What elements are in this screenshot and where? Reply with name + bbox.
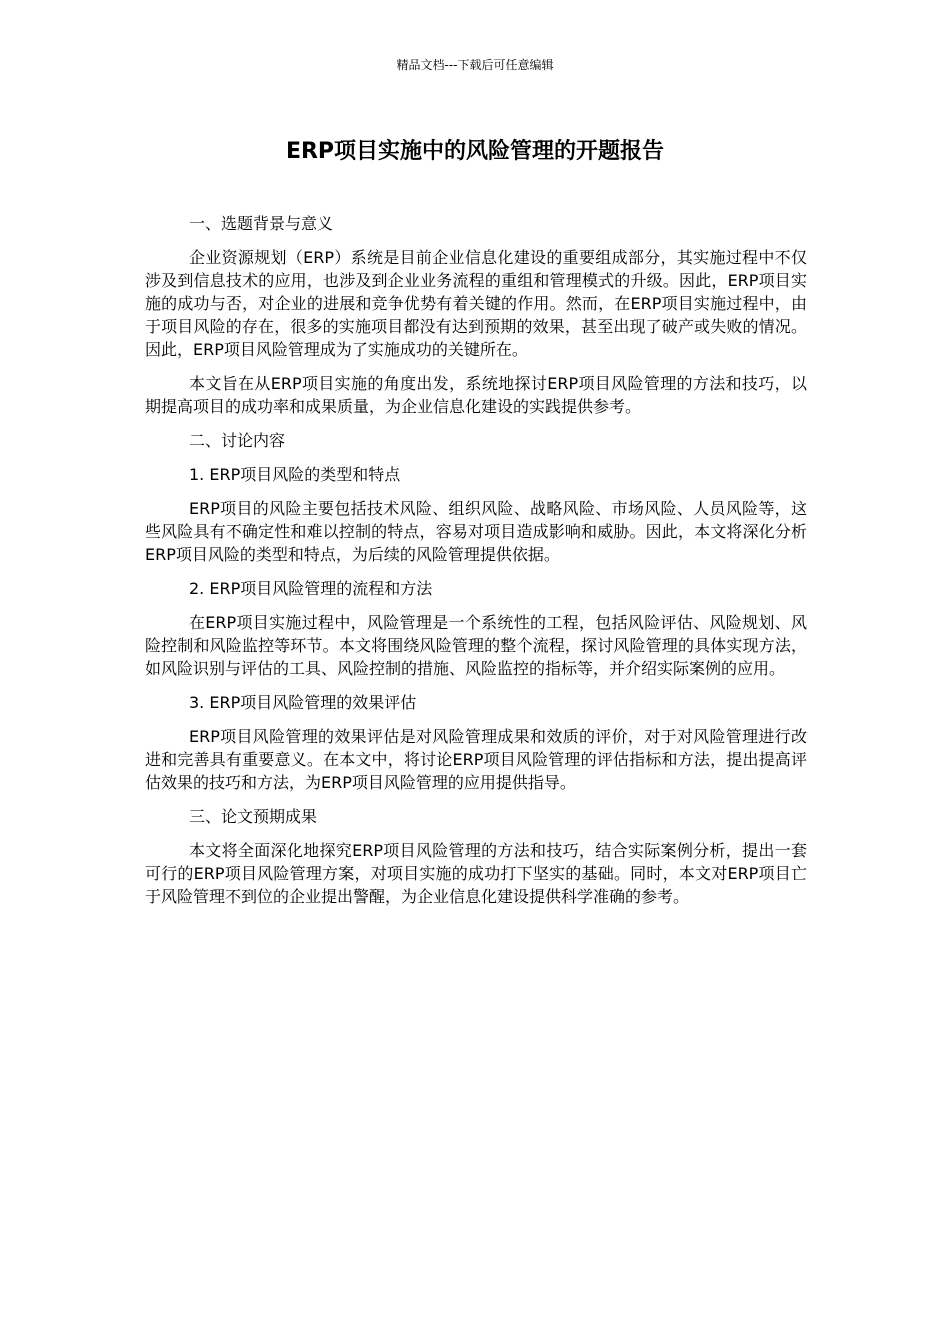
paragraph-risk-types: ERP项目的风险主要包括技术风险、组织风险、战略风险、市场风险、人员风险等，这些风险具有不确定性和难以控制的特点，容易对项目造成影响和威胁。因此，本文将深化分析ERP项目风险的类型和特点，为后续的风险管理提供依据。 (145, 499, 807, 564)
subheading-risk-types: 1. ERP项目风险的类型和特点 (189, 465, 401, 484)
document-title: ERP项目实施中的风险管理的开题报告 (285, 139, 665, 164)
subheading-risk-evaluation: 3. ERP项目风险管理的效果评估 (189, 693, 417, 712)
section-heading-background: 一、选题背景与意义 (189, 214, 334, 233)
document-body (145, 212, 807, 919)
section-heading-outcomes: 三、论文预期成果 (189, 807, 318, 826)
subheading-risk-process: 2. ERP项目风险管理的流程和方法 (189, 579, 433, 598)
paragraph-risk-evaluation: ERP项目风险管理的效果评估是对风险管理成果和效质的评价，对于对风险管理进行改进和完善具有重要意义。在本文中，将讨论ERP项目风险管理的评估指标和方法，提出提高评估效果的技巧和方法，为ERP项目风险管理的应用提供指导。 (145, 727, 807, 792)
paragraph-risk-process: 在ERP项目实施过程中，风险管理是一个系统性的工程，包括风险评估、风险规划、风险控制和风险监控等环节。本文将围绕风险管理的整个流程，探讨风险管理的具体实现方法，如风险识别与评估的工具、风险控制的措施、风险监控的指标等，并介绍实际案例的应用。 (145, 613, 807, 678)
paragraph-outcomes: 本文将全面深化地探究ERP项目风险管理的方法和技巧，结合实际案例分析，提出一套可行的ERP项目风险管理方案，对项目实施的成功打下坚实的基础。同时，本文对ERP项目亡于风险管理不到位的企业提出警醒，为企业信息化建设提供科学准确的参考。 (145, 841, 807, 906)
paragraph-background: 企业资源规划（ERP）系统是目前企业信息化建设的重要组成部分，其实施过程中不仅涉及到信息技术的应用，也涉及到企业业务流程的重组和管理模式的升级。因此，ERP项目实施的成功与否，对企业的进展和竞争优势有着关键的作用。然而，在ERP项目实施过程中，由于项目风险的存在，很多的实施项目都没有达到预期的效果，甚至出现了破产或失败的情况。因此，ERP项目风险管理成为了实施成功的关键所在。 (145, 248, 807, 359)
paragraph-purpose: 本文旨在从ERP项目实施的角度出发，系统地探讨ERP项目风险管理的方法和技巧，以期提高项目的成功率和成果质量，为企业信息化建设的实践提供参考。 (145, 374, 807, 416)
section-heading-content: 二、讨论内容 (189, 431, 286, 450)
page-header-note: 精品文档---下载后可任意编辑 (396, 58, 554, 72)
